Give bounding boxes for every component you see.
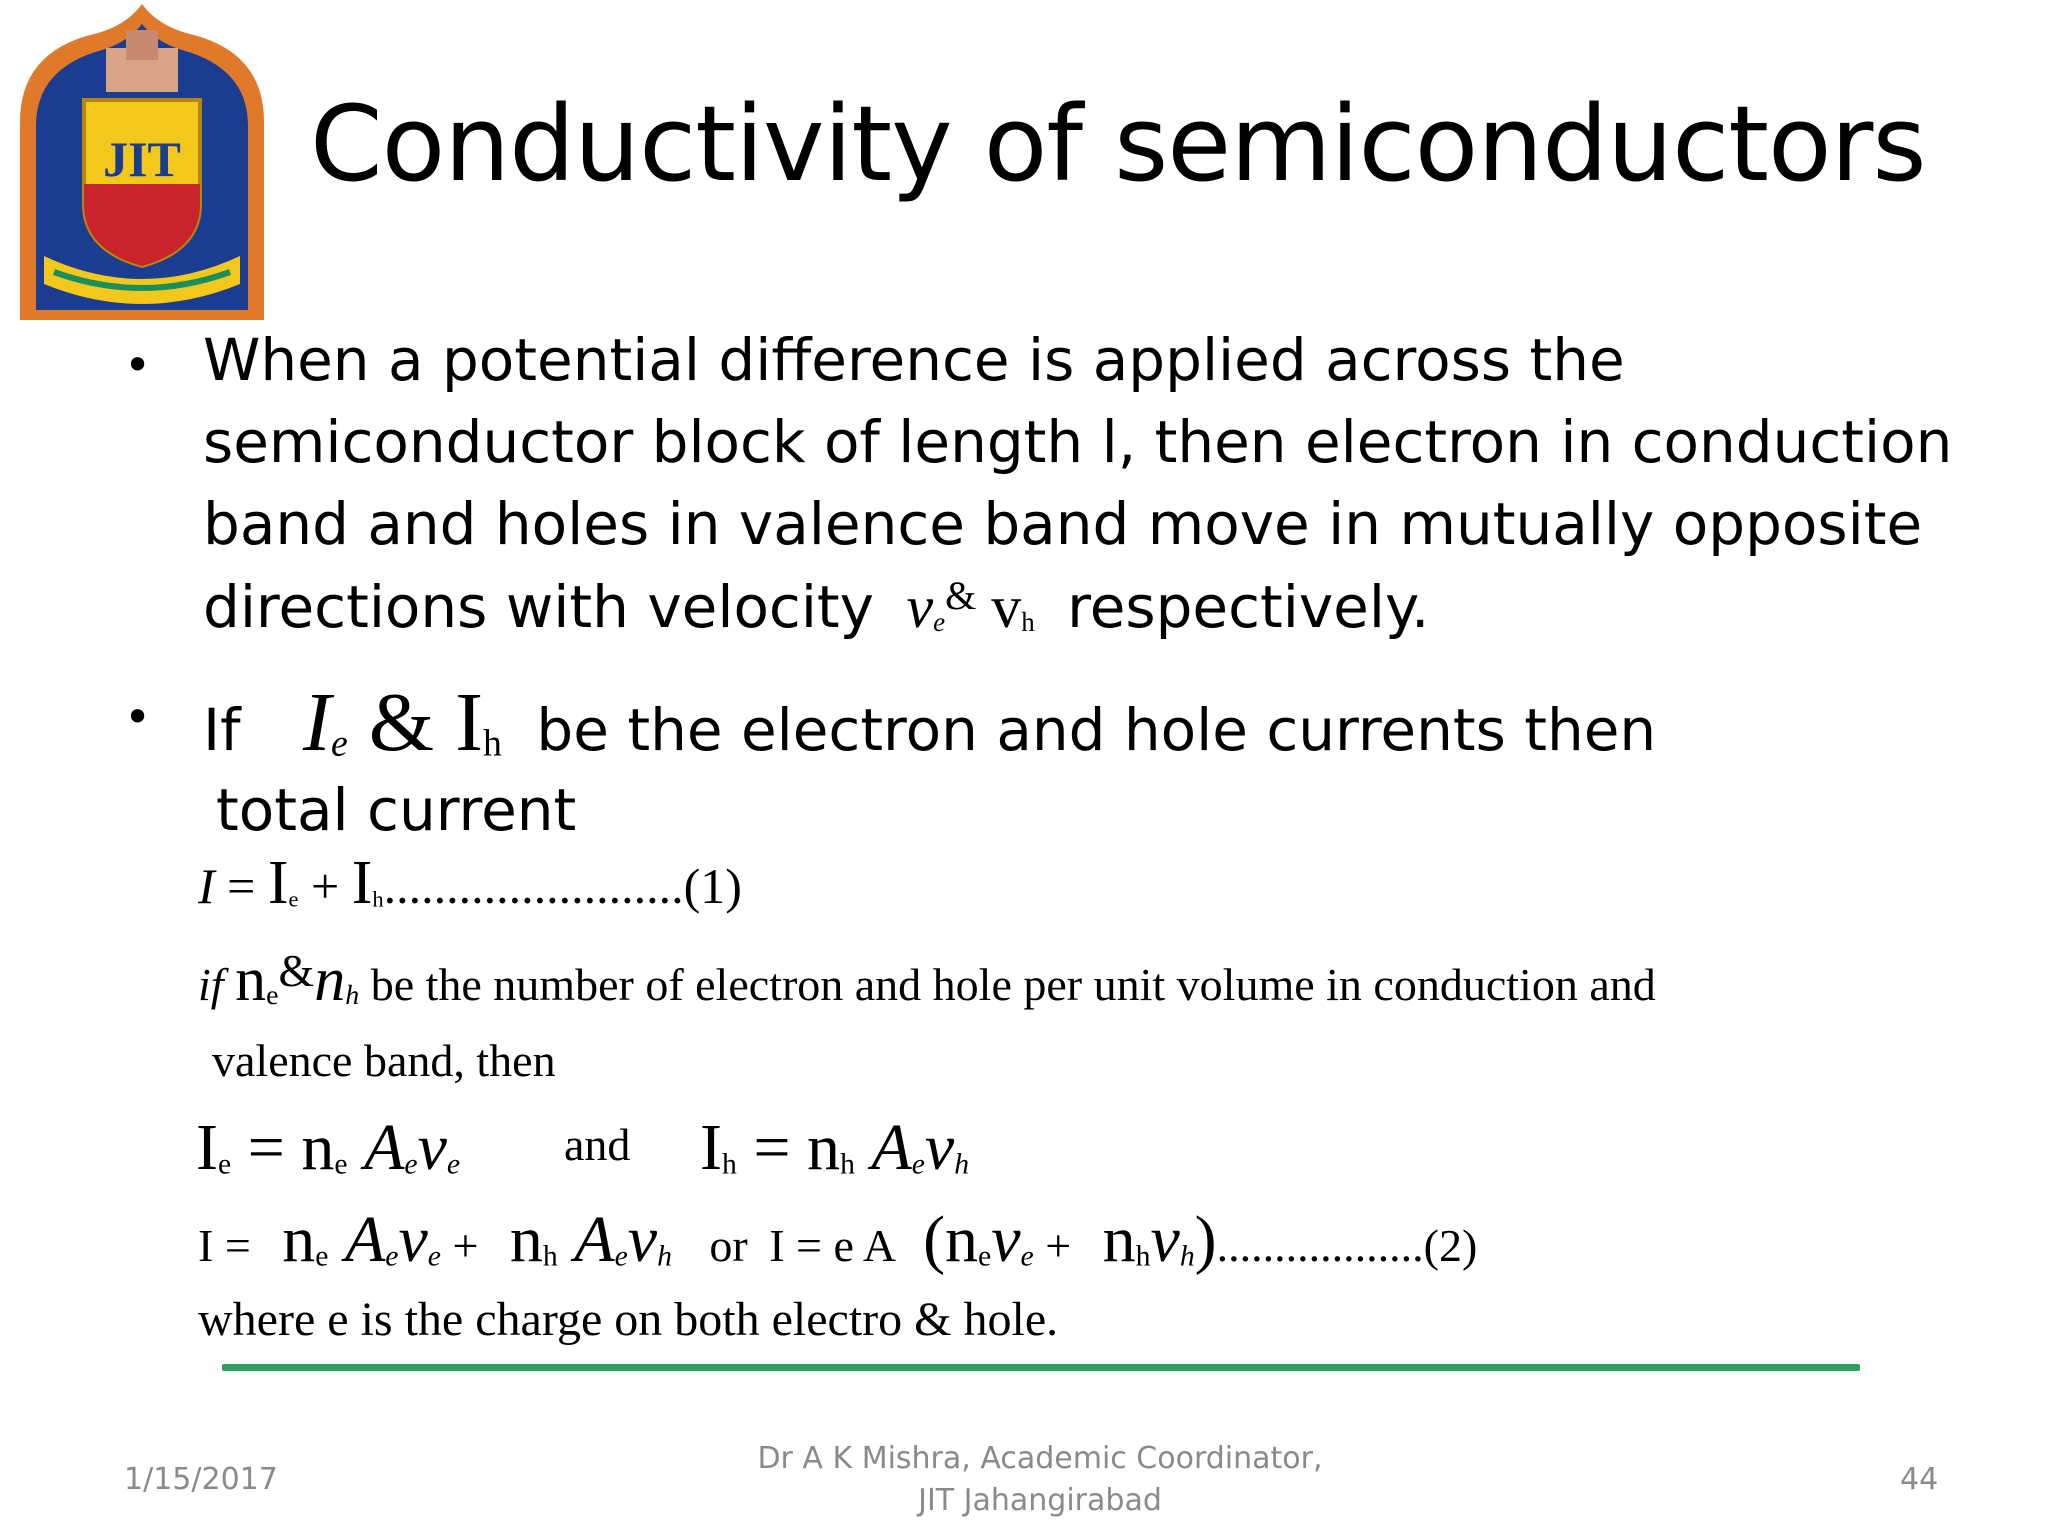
footer-author-line-1: Dr A K Mishra, Academic Coordinator, [757,1441,1323,1476]
if-text: If [203,696,241,764]
equation-ih: Ih = nh Aevh [700,1111,970,1184]
footer-author-line-2: JIT Jahangirabad [918,1483,1162,1518]
valence-line: valence band, then [212,1035,556,1086]
equation-2: I = ne Aeve + nh Aevh or I = e A (neve + nhvh)..................(2) [198,1203,1478,1276]
logo-lettering: JIT [103,131,181,187]
equation-ie: Ie = ne Aeve [196,1111,461,1184]
bullet-1-line-3: band and holes in valence band move in mutually opposite [203,490,1923,558]
or-word: or [709,1220,748,1271]
velocity-symbols: ve& vh [906,573,1035,640]
current-symbols: Ie & Ih [302,676,502,769]
footer-author [700,1438,1380,1522]
where-line: where e is the charge on both electro & hole. [198,1293,1059,1346]
if-word: if [198,958,224,1010]
density-text: be the number of electron and hole per unit volume in conduction and [370,958,1656,1010]
bullet-2-line-1 [203,674,1656,771]
bullet-2-line-2: total current [216,776,577,844]
jit-logo [14,4,270,320]
bullet-1-line-4 [203,572,1429,642]
green-divider [222,1364,1860,1371]
density-symbols: ne&nh [235,945,360,1014]
eq1-dots: ........................(1) [383,858,742,914]
bullet-dot-2: • [124,690,152,744]
and-word: and [564,1119,631,1170]
velocity-text: directions with velocity [203,573,874,641]
equation-1: I = Ie + Ih........................(1) [198,849,742,917]
slide-title: Conductivity of semiconductors [310,83,1926,205]
eq2-dots: ..................(2) [1216,1220,1478,1271]
footer-page-number: 44 [1900,1462,1939,1497]
bullet-dot-1: • [124,338,152,392]
currents-text: be the electron and hole currents then [536,696,1657,764]
bullet-1-line-2: semiconductor block of length l, then electron in conduction [203,408,1953,476]
respectively-text: respectively. [1067,573,1430,641]
number-density-line [198,944,1656,1016]
footer-date: 1/15/2017 [124,1462,278,1497]
bullet-1-line-1: When a potential difference is applied across the [203,326,1625,394]
